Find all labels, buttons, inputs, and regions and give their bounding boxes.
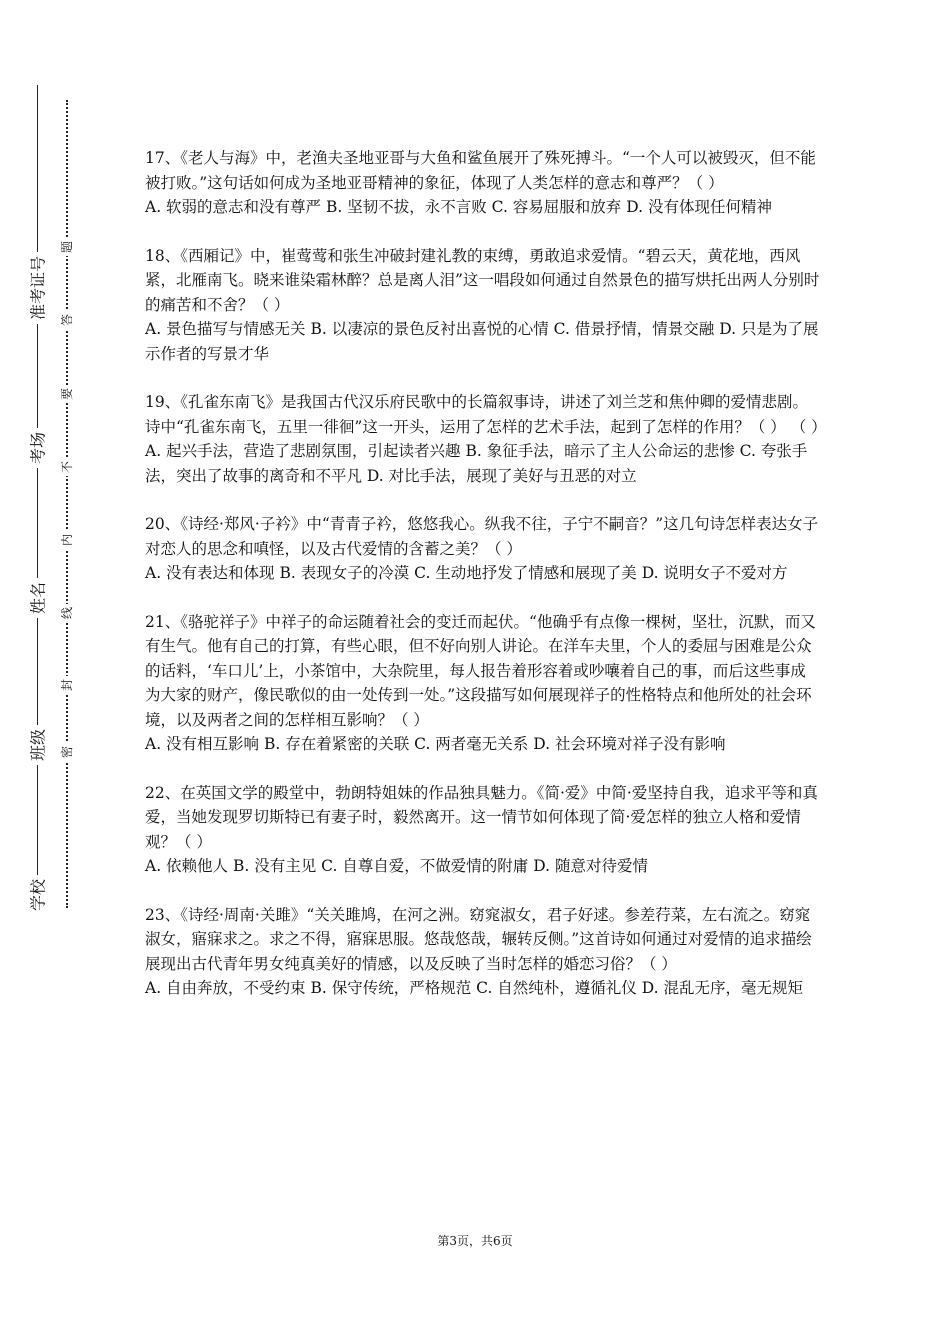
seal-char: 要 [61, 385, 73, 403]
question-21 [145, 610, 820, 757]
field-exam-number: 准考证号 [26, 252, 49, 324]
question-20 [145, 512, 820, 586]
seal-char: 不 [61, 458, 73, 476]
question-options: A. 软弱的意志和没有尊严 B. 坚韧不拔，永不言败 C. 容易屈服和放弃 D. 没有体现任何精神 [145, 198, 772, 216]
field-school: 学校 [26, 875, 49, 915]
question-options: A. 没有表达和体现 B. 表现女子的冷漠 C. 生动地抒发了情感和展现了美 D. 说明女子不爱对方 [145, 564, 788, 582]
field-class: 班级 [26, 725, 49, 765]
seal-char: 内 [61, 531, 73, 549]
question-17 [145, 146, 820, 220]
question-stem: 23、《诗经·周南·关雎》“关关雎鸠，在河之洲。窈窕淑女，君子好逑。参差荇菜，左右流之。窈窕淑女，寤寐求之。求之不得，寤寐思服。悠哉悠哉，辗转反侧。”这首诗如何通过对爱情的追求描绘展现出古代青年男女纯真美好的情感，以及反映了当时怎样的婚恋习俗？（ ） [145, 905, 812, 973]
question-19 [145, 390, 827, 488]
question-22 [145, 781, 820, 879]
seal-char: 封 [61, 676, 73, 694]
question-stem: 22、在英国文学的殿堂中，勃朗特姐妹的作品独具魅力。《简·爱》中简·爱坚持自我，追求平等和真爱，当她发现罗切斯特已有妻子时，毅然离开。这一情节如何体现了简·爱怎样的独立人格和爱情观？（ ） [145, 783, 818, 851]
seal-char: 密 [61, 743, 73, 761]
seal-char: 答 [61, 311, 73, 329]
seal-char: 线 [61, 604, 73, 622]
binding-margin [0, 0, 110, 1344]
page-number: 第3页，共6页 [437, 1234, 513, 1248]
question-stem: 18、《西厢记》中，崔莺莺和张生冲破封建礼教的束缚，勇敢追求爱情。“碧云天，黄花地，西风紧，北雁南飞。晓来谁染霜林醉？总是离人泪”这一唱段如何通过自然景色的描写烘托出两人分别时的痛苦和不舍？（ ） [145, 246, 820, 314]
question-stem: 17、《老人与海》中，老渔夫圣地亚哥与大鱼和鲨鱼展开了殊死搏斗。“一个人可以被毁灭，但不能被打败。”这句话如何成为圣地亚哥精神的象征，体现了人类怎样的意志和尊严？（ ） [145, 149, 816, 192]
field-name: 姓名 [26, 578, 49, 618]
question-stem: 20、《诗经·郑风·子衿》中“青青子衿，悠悠我心。纵我不往，子宁不嗣音？”这几句诗怎样表达女子对恋人的思念和嗔怪，以及古代爱情的含蓄之美？（ ） [145, 515, 819, 558]
question-options: A. 依赖他人 B. 没有主见 C. 自尊自爱，不做爱情的附庸 D. 随意对待爱情 [145, 857, 648, 875]
question-23 [145, 903, 820, 1001]
question-options: A. 景色描写与情感无关 B. 以凄凉的景色反衬出喜悦的心情 C. 借景抒情，情景交融 D. 只是为了展示作者的写景才华 [145, 320, 819, 363]
question-options: A. 起兴手法，营造了悲剧氛围，引起读者兴趣 B. 象征手法，暗示了主人公命运的悲惨 C. 夸张手法，突出了故事的离奇和不平凡 D. 对比手法，展现了美好与丑恶的对立 [145, 442, 808, 485]
seal-dotted-line [66, 100, 68, 908]
field-exam-room: 考场 [26, 428, 49, 468]
question-options: A. 自由奔放，不受约束 B. 保守传统，严格规范 C. 自然纯朴，遵循礼仪 D. 混乱无序，毫无规矩 [145, 979, 803, 997]
question-list [145, 146, 827, 1025]
question-stem: 21、《骆驼祥子》中祥子的命运随着社会的变迁而起伏。“他确乎有点像一棵树，坚壮，沉默，而又有生气。他有自己的打算，有些心眼，但不好向别人讲论。在洋车夫里，个人的委屈与困难是公众的话料，‘车口儿’上，小茶馆中，大杂院里，每人报告着形容着或吵嚷着自己的事，而后这些事成为大家的财产，像民歌似的由一处传到一处。”这段描写如何展现祥子的性格特点和他所处的社会环境，以及两者之间的怎样相互影响？（ ） [145, 612, 816, 729]
question-stem: 19、《孔雀东南飞》是我国古代汉乐府民歌中的长篇叙事诗，讲述了刘兰芝和焦仲卿的爱情悲剧。诗中“孔雀东南飞，五里一徘徊”这一开头，运用了怎样的艺术手法，起到了怎样的作用？（ ） （ ） [145, 393, 827, 436]
seal-char: 题 [61, 238, 73, 256]
binding-solid-line [37, 85, 38, 905]
question-options: A. 没有相互影响 B. 存在着紧密的关联 C. 两者毫无关系 D. 社会环境对祥子没有影响 [145, 735, 726, 753]
question-18 [145, 244, 820, 367]
